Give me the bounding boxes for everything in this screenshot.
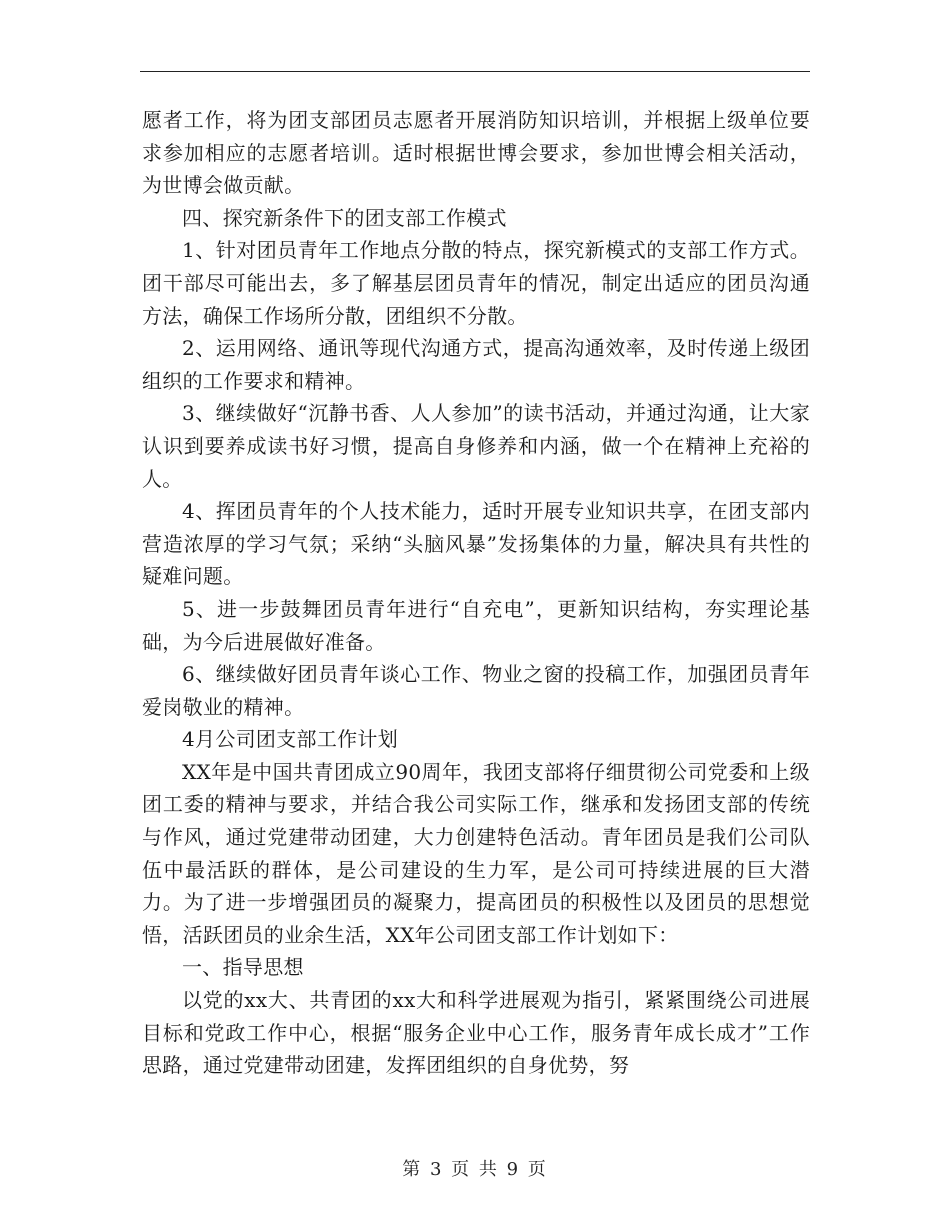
paragraph: 2、运用网络、通讯等现代沟通方式，提高沟通效率，及时传递上级团组织的工作要求和精神。 [142, 336, 810, 393]
paragraph: 4、挥团员青年的个人技术能力，适时开展专业知识共享，在团支部内营造浓厚的学习气氛；采纳“头脑风暴”发扬集体的力量，解决具有共性的疑难问题。 [142, 499, 810, 589]
paragraph: 以党的xx大、共青团的xx大和科学进展观为指引，紧紧围绕公司进展目标和党政工作中心，根据“服务企业中心工作，服务青年成长成才”工作思路，通过党建带动团建，发挥团组织的自身优势，努 [142, 988, 810, 1078]
paragraph: 愿者工作，将为团支部团员志愿者开展消防知识培训，并根据上级单位要求参加相应的志愿者培训。适时根据世博会要求，参加世博会相关活动，为世博会做贡献。 [142, 108, 810, 198]
section-heading: 一、指导思想 [182, 955, 304, 980]
document-body [142, 104, 810, 1082]
paragraph: 1、针对团员青年工作地点分散的特点，探究新模式的支部工作方式。团干部尽可能出去，多了解基层团员青年的情况，制定出适应的团员沟通方法，确保工作场所分散，团组织不分散。 [142, 238, 810, 328]
paragraph: 5、进一步鼓舞团员青年进行“自充电”，更新知识结构，夯实理论基础，为今后进展做好准备。 [142, 596, 810, 654]
header-rule [140, 71, 810, 72]
paragraph: 3、继续做好“沉静书香、人人参加”的读书活动，并通过沟通，让大家认识到要养成读书好习惯，提高自身修养和内涵，做一个在精神上充裕的人。 [142, 401, 810, 491]
section-heading: 四、探究新条件下的团支部工作模式 [182, 205, 507, 230]
paragraph: XX年是中国共青团成立90周年，我团支部将仔细贯彻公司党委和上级团工委的精神与要求，并结合我公司实际工作，继承和发扬团支部的传统与作风，通过党建带动团建，大力创建特色活动。青年团员是我们公司队伍中最活跃的群体，是公司建设的生力军，是公司可持续进展的巨大潜力。为了进一步增强团员的凝聚力，提高团员的积极性以及团员的思想觉悟，活跃团员的业余生活，XX年公司团支部工作计划如下： [142, 759, 810, 947]
page-number: 第 3 页 共 9 页 [402, 1159, 548, 1180]
section-heading: 4月公司团支部工作计划 [182, 727, 399, 752]
paragraph: 6、继续做好团员青年谈心工作、物业之窗的投稿工作，加强团员青年爱岗敬业的精神。 [142, 662, 810, 719]
